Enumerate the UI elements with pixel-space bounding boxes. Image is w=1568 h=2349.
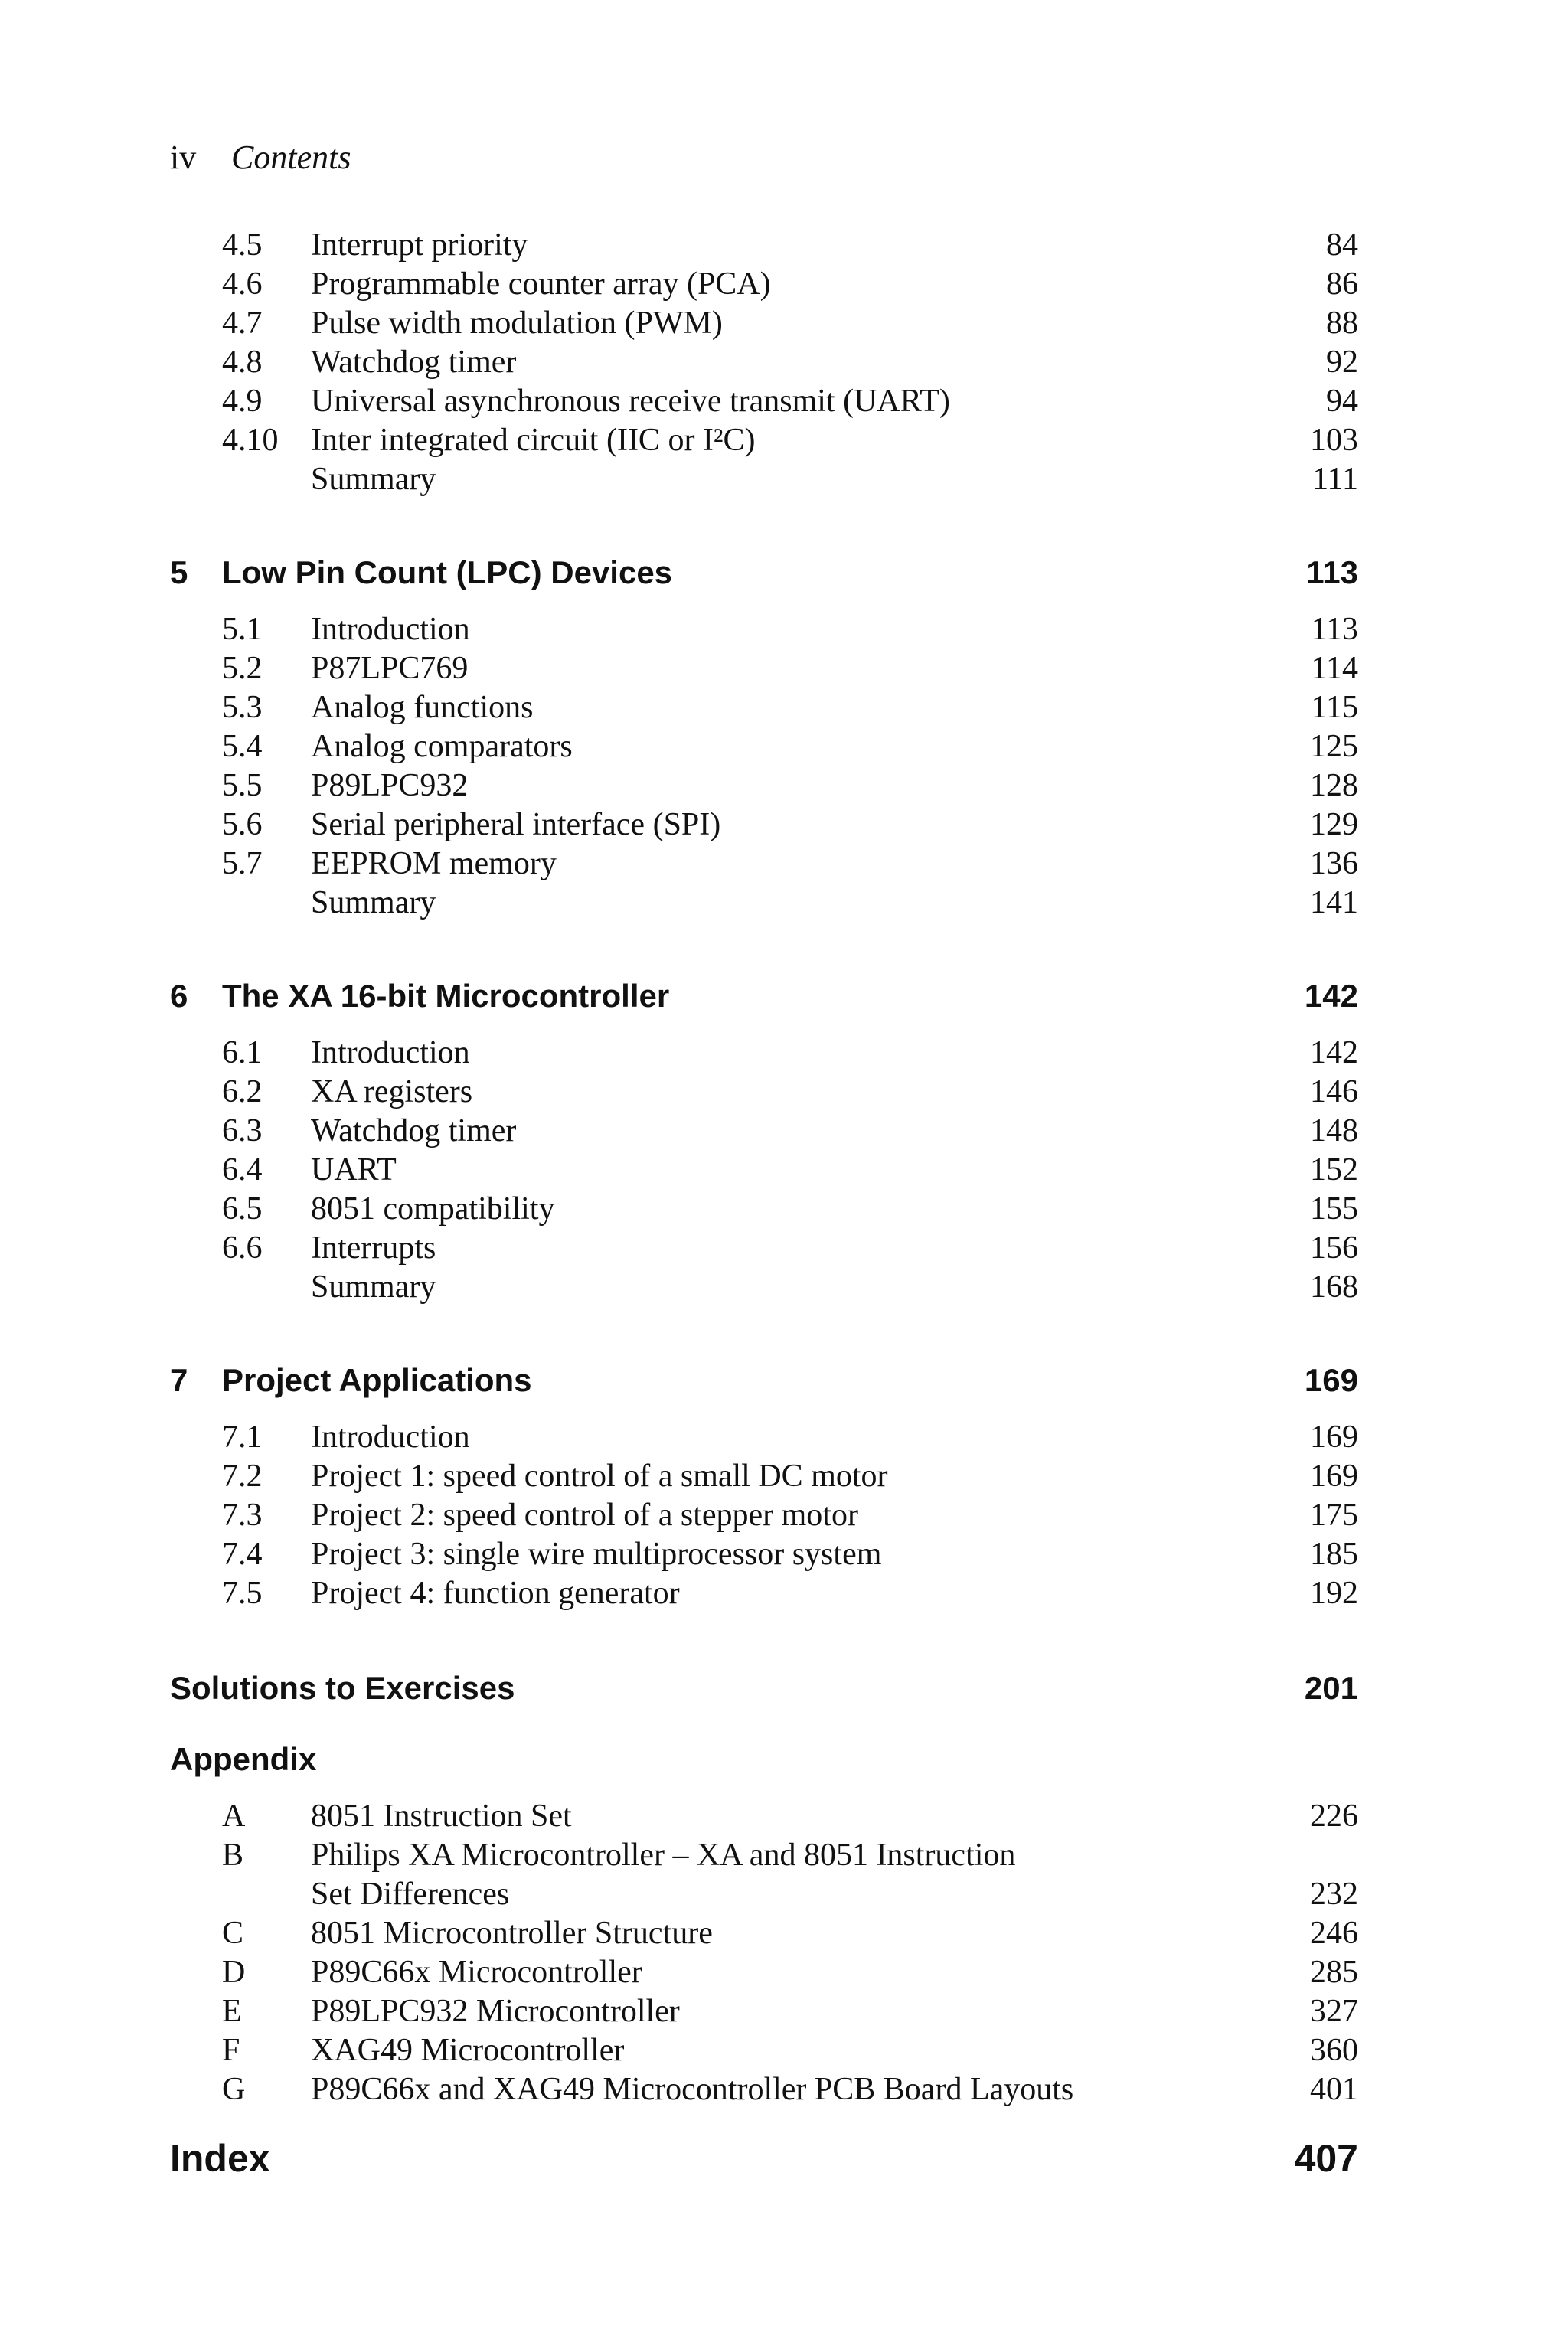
appendix-title: Set Differences: [311, 1877, 510, 1912]
section-number: 7.3: [222, 1498, 263, 1533]
toc-entry: [170, 727, 1358, 766]
page-ref: 169: [1310, 1459, 1358, 1494]
chapter-title: Solutions to Exercises: [170, 1670, 515, 1706]
chapter-heading: [170, 975, 1358, 1018]
page-ref: 129: [1310, 807, 1358, 842]
chapter-title: The XA 16-bit Microcontroller: [222, 978, 670, 1014]
section-title: Analog comparators: [311, 729, 573, 764]
section-title: Pulse width modulation (PWM): [311, 305, 723, 341]
appendix-letter: B: [222, 1838, 244, 1873]
page-ref: 360: [1310, 2033, 1358, 2068]
toc-entry: [170, 1913, 1358, 1953]
toc-entry: [170, 1796, 1358, 1836]
running-title: Contents: [231, 139, 351, 176]
page-ref: 146: [1310, 1074, 1358, 1109]
section-title: Programmable counter array (PCA): [311, 266, 771, 302]
appendix-letter: G: [222, 2072, 246, 2107]
toc-entry: [170, 1267, 1358, 1307]
toc-entry: [170, 459, 1358, 499]
appendix-letter: E: [222, 1994, 242, 2029]
page-ref: 113: [1311, 612, 1358, 647]
section-title: Introduction: [311, 1420, 470, 1455]
section-title: UART: [311, 1152, 397, 1188]
appendix-title: P89C66x and XAG49 Microcontroller PCB Board Layouts: [311, 2072, 1074, 2107]
toc-entry: [170, 420, 1358, 460]
toc-entry: [170, 1991, 1358, 2031]
page-number: iv: [170, 139, 197, 176]
toc-entry: [170, 1573, 1358, 1613]
page-ref: 407: [1294, 2137, 1358, 2180]
appendix-title: XAG49 Microcontroller: [311, 2033, 625, 2068]
page-ref: 185: [1310, 1537, 1358, 1572]
page-ref: 94: [1326, 384, 1358, 419]
appendix-letter: F: [222, 2033, 240, 2068]
section-number: 5.7: [222, 846, 263, 881]
appendix-title: P89LPC932 Microcontroller: [311, 1994, 680, 2029]
page-ref: 192: [1310, 1576, 1358, 1611]
appendix-letter: D: [222, 1955, 246, 1990]
section-title: Watchdog timer: [311, 1113, 517, 1148]
toc-entry: [170, 609, 1358, 649]
section-number: 6.4: [222, 1152, 263, 1188]
section-number: 6.6: [222, 1230, 263, 1266]
section-number: 6.1: [222, 1035, 263, 1070]
toc-entry: [170, 1033, 1358, 1073]
page-ref: 142: [1304, 978, 1358, 1014]
page-ref: 114: [1311, 651, 1358, 686]
section-number: 4.6: [222, 266, 263, 302]
section-title: Interrupts: [311, 1230, 436, 1266]
appendix-title: 8051 Microcontroller Structure: [311, 1916, 713, 1951]
page-ref: 155: [1310, 1191, 1358, 1227]
toc-entry: [170, 1835, 1358, 1875]
page-ref: 125: [1310, 729, 1358, 764]
section-number: 6.2: [222, 1074, 263, 1109]
toc-entry: [170, 766, 1358, 805]
section-number: 5.4: [222, 729, 263, 764]
section-title: Watchdog timer: [311, 345, 517, 380]
page-ref: 401: [1310, 2072, 1358, 2107]
section-title: Summary: [311, 885, 436, 920]
page-ref: 86: [1326, 266, 1358, 302]
appendix-letter: A: [222, 1799, 246, 1834]
toc-entry: [170, 225, 1358, 265]
page-ref: 285: [1310, 1955, 1358, 1990]
appendix-letter: C: [222, 1916, 244, 1951]
section-title: Summary: [311, 1269, 436, 1305]
section-title: Universal asynchronous receive transmit (UART): [311, 384, 950, 419]
index-heading: [170, 2133, 1358, 2184]
section-number: 7.1: [222, 1420, 263, 1455]
toc-entry: [170, 805, 1358, 845]
chapter-title: Low Pin Count (LPC) Devices: [222, 554, 673, 590]
page-ref: 232: [1310, 1877, 1358, 1912]
section-title: XA registers: [311, 1074, 473, 1109]
page-ref: 128: [1310, 768, 1358, 803]
page-ref: 201: [1304, 1670, 1358, 1706]
chapter-title: Project Applications: [222, 1362, 532, 1398]
page-ref: 156: [1310, 1230, 1358, 1266]
chapter-number: 6: [170, 978, 188, 1014]
toc-entry: [170, 381, 1358, 421]
chapter-title: Appendix: [170, 1741, 317, 1777]
section-title: Project 1: speed control of a small DC motor: [311, 1459, 888, 1494]
page-ref: 84: [1326, 227, 1358, 263]
toc-entry: [170, 1417, 1358, 1457]
toc-entry: [170, 1534, 1358, 1574]
section-title: Summary: [311, 462, 436, 497]
chapter-title: Index: [170, 2137, 270, 2180]
page-ref: 226: [1310, 1799, 1358, 1834]
section-number: 6.3: [222, 1113, 263, 1148]
toc-entry: [170, 1952, 1358, 1992]
page-ref: 175: [1310, 1498, 1358, 1533]
section-title: Inter integrated circuit (IIC or I²C): [311, 423, 756, 458]
section-number: 7.4: [222, 1537, 263, 1572]
toc-entry: [170, 1228, 1358, 1268]
section-number: 5.6: [222, 807, 263, 842]
page-ref: 148: [1310, 1113, 1358, 1148]
chapter-heading: [170, 1359, 1358, 1402]
section-number: 5.1: [222, 612, 263, 647]
page-ref: 169: [1310, 1420, 1358, 1455]
section-number: 5.3: [222, 690, 263, 725]
section-title: Introduction: [311, 612, 470, 647]
section-number: 7.2: [222, 1459, 263, 1494]
section-number: 4.8: [222, 345, 263, 380]
section-number: 4.5: [222, 227, 263, 263]
toc-entry: [170, 1072, 1358, 1112]
toc-entry: [170, 649, 1358, 688]
toc-entry: [170, 1874, 1358, 1914]
toc-entry: [170, 1456, 1358, 1496]
appendix-title: Philips XA Microcontroller – XA and 8051 Instruction: [311, 1838, 1016, 1873]
section-number: 5.2: [222, 651, 263, 686]
solutions-heading: [170, 1667, 1358, 1710]
page-ref: 141: [1310, 885, 1358, 920]
toc-entry: [170, 342, 1358, 382]
toc-entry: [170, 1495, 1358, 1535]
toc-entry: [170, 2070, 1358, 2109]
toc-entry: [170, 303, 1358, 343]
section-title: P87LPC769: [311, 651, 469, 686]
chapter-number: 5: [170, 554, 188, 590]
page-ref: 103: [1310, 423, 1358, 458]
section-number: 4.9: [222, 384, 263, 419]
section-title: Introduction: [311, 1035, 470, 1070]
page-ref: 136: [1310, 846, 1358, 881]
page-ref: 152: [1310, 1152, 1358, 1188]
page-ref: 113: [1306, 554, 1358, 590]
section-number: 4.10: [222, 423, 279, 458]
section-number: 7.5: [222, 1576, 263, 1611]
chapter-heading: [170, 551, 1358, 594]
page-ref: 169: [1304, 1362, 1358, 1398]
section-title: EEPROM memory: [311, 846, 557, 881]
page-ref: 92: [1326, 345, 1358, 380]
toc-entry: [170, 883, 1358, 923]
page-ref: 88: [1326, 305, 1358, 341]
section-number: 6.5: [222, 1191, 263, 1227]
appendix-heading: [170, 1738, 1358, 1781]
chapter-number: 7: [170, 1362, 188, 1398]
section-title: Project 3: single wire multiprocessor system: [311, 1537, 882, 1572]
section-title: Project 4: function generator: [311, 1576, 680, 1611]
toc-entry: [170, 844, 1358, 884]
section-title: P89LPC932: [311, 768, 469, 803]
toc-entry: [170, 1189, 1358, 1229]
toc-entry: [170, 1150, 1358, 1190]
page-ref: 327: [1310, 1994, 1358, 2029]
running-header: [170, 136, 351, 179]
page-ref: 111: [1312, 462, 1358, 497]
section-title: Analog functions: [311, 690, 534, 725]
appendix-title: 8051 Instruction Set: [311, 1799, 572, 1834]
toc-entry: [170, 1111, 1358, 1151]
page-ref: 246: [1310, 1916, 1358, 1951]
page-ref: 142: [1310, 1035, 1358, 1070]
section-title: Serial peripheral interface (SPI): [311, 807, 721, 842]
appendix-title: P89C66x Microcontroller: [311, 1955, 642, 1990]
section-title: 8051 compatibility: [311, 1191, 555, 1227]
section-title: Project 2: speed control of a stepper motor: [311, 1498, 858, 1533]
page-ref: 168: [1310, 1269, 1358, 1305]
section-number: 4.7: [222, 305, 263, 341]
toc-entry: [170, 688, 1358, 727]
toc-entry: [170, 2030, 1358, 2070]
toc-entry: [170, 264, 1358, 304]
section-title: Interrupt priority: [311, 227, 528, 263]
page-ref: 115: [1311, 690, 1358, 725]
section-number: 5.5: [222, 768, 263, 803]
